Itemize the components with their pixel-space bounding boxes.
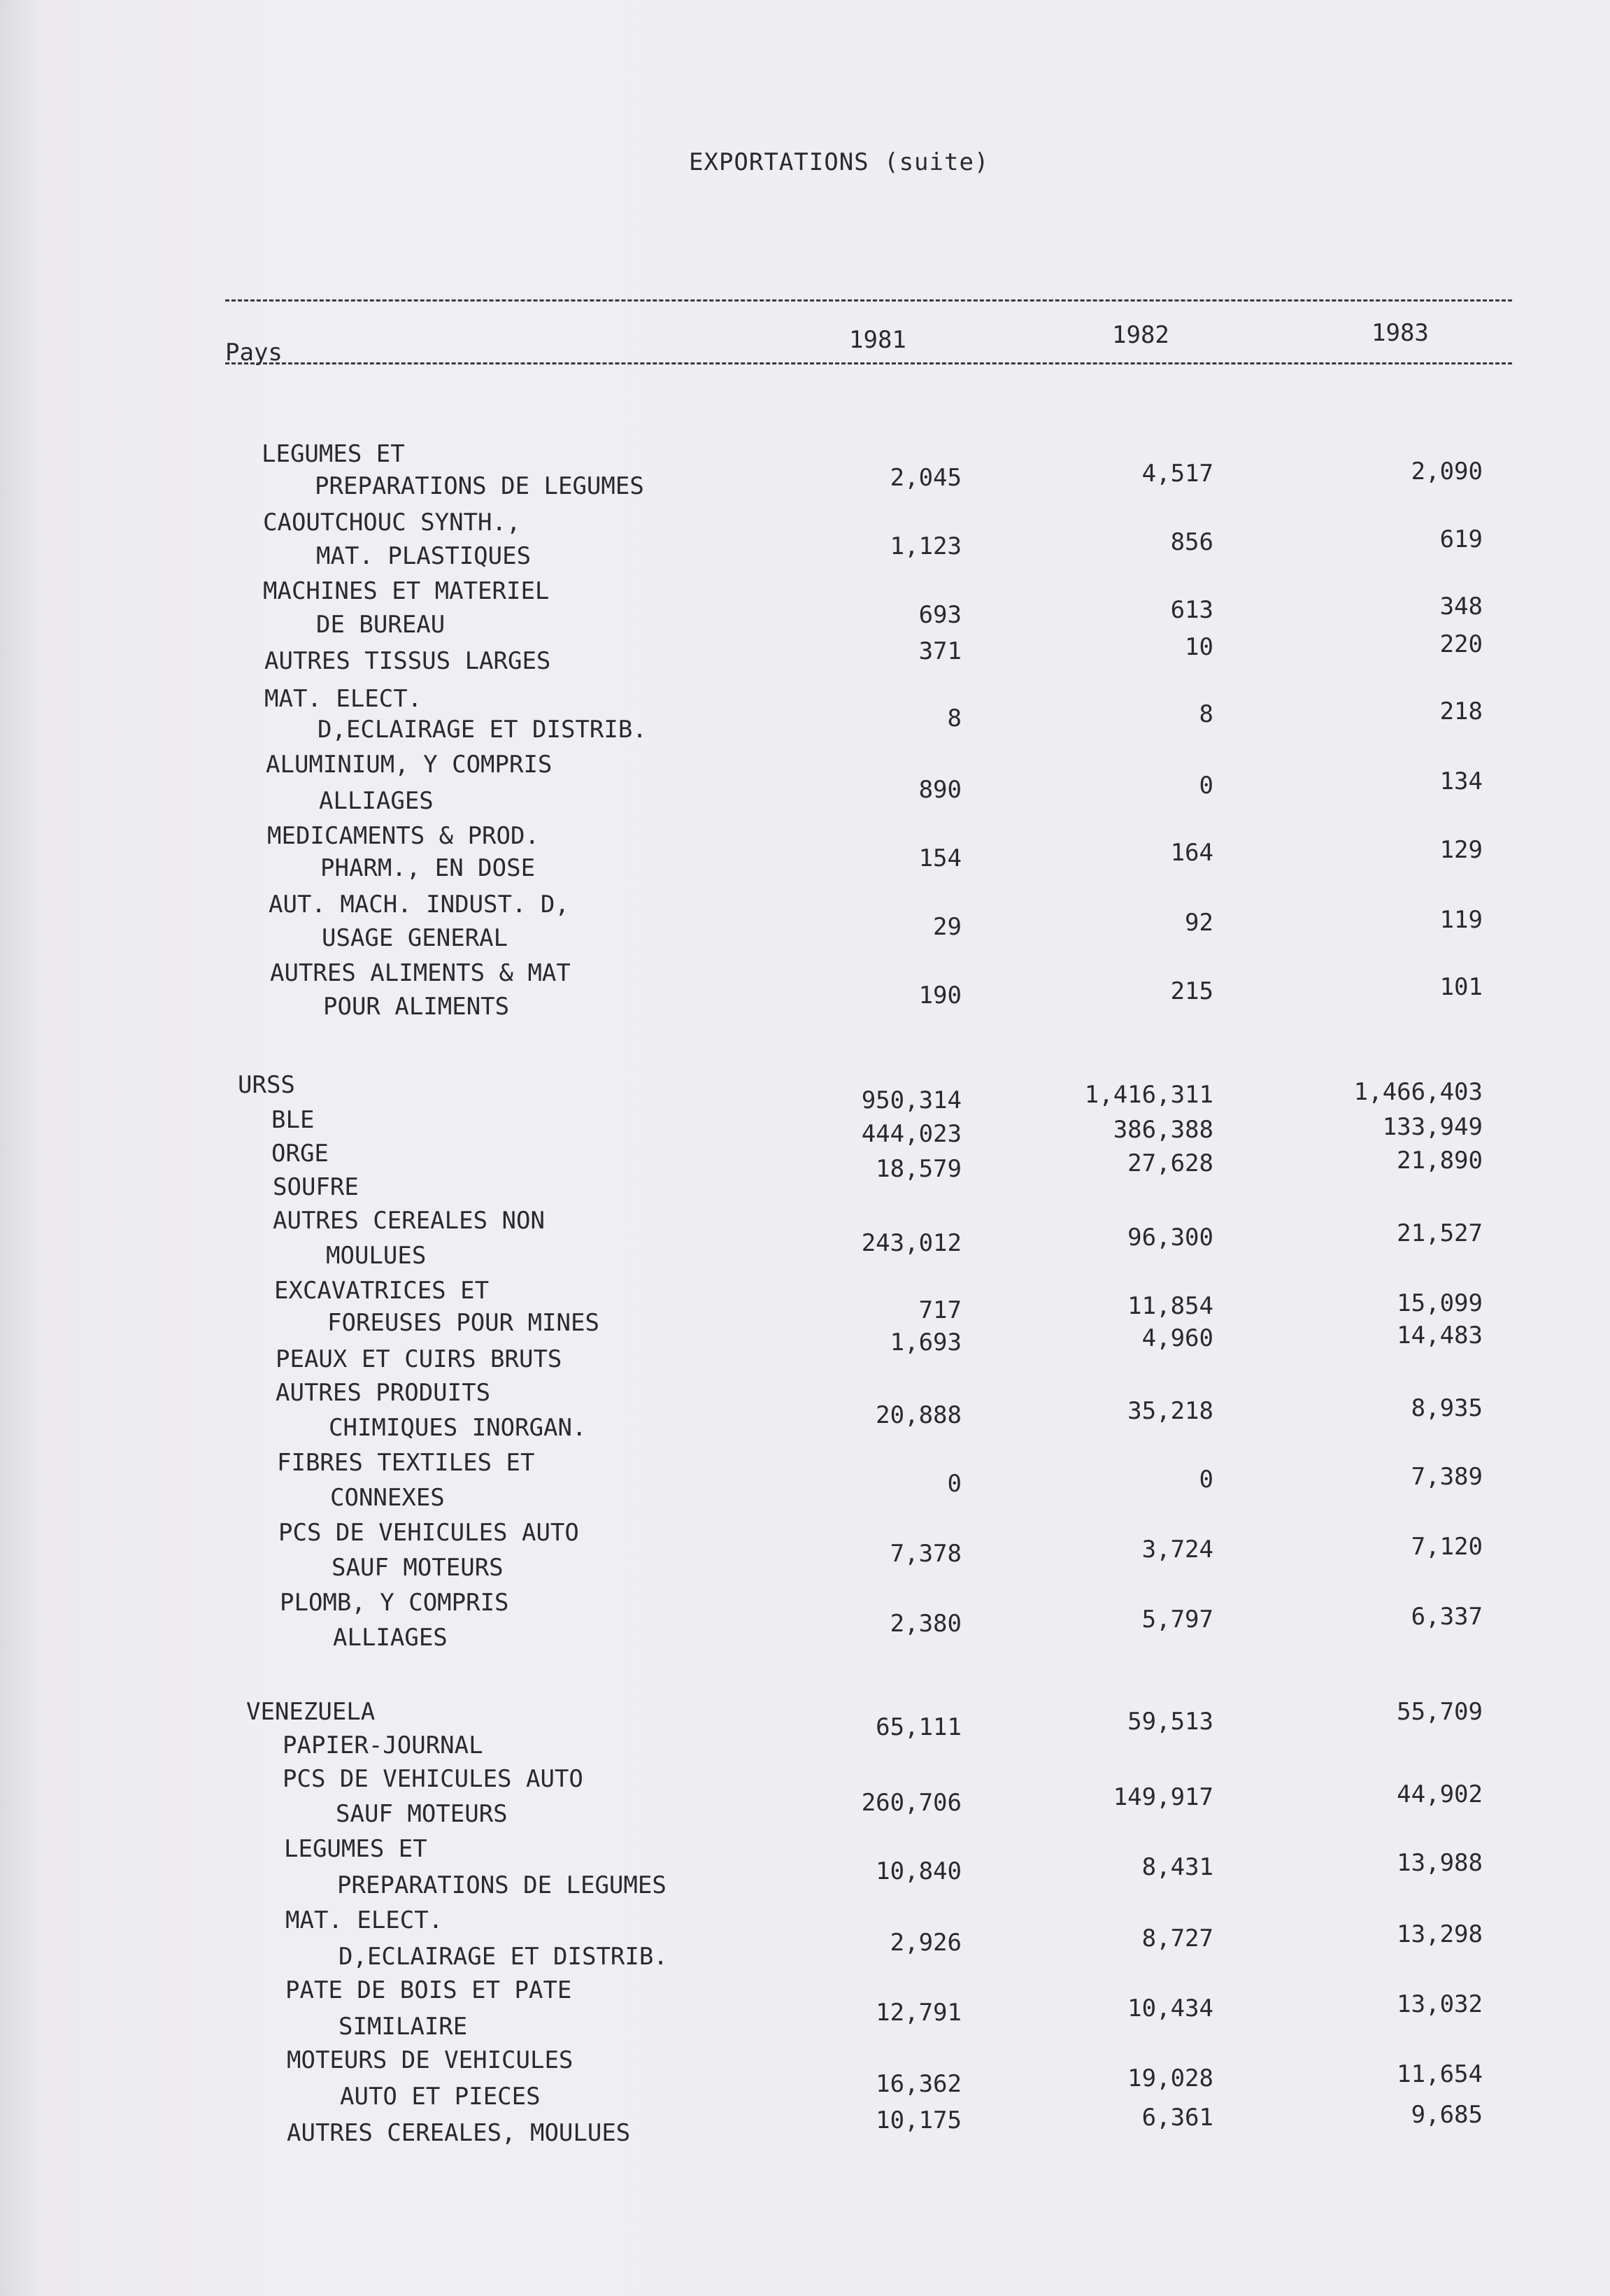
- row-label: AUT. MACH. INDUST. D,: [269, 891, 569, 919]
- value-1983: 8,935: [1411, 1394, 1483, 1422]
- row-label: PAPIER-JOURNAL: [283, 1731, 483, 1759]
- value-1983: 15,099: [1397, 1289, 1483, 1317]
- value-1981: 2,926: [890, 1929, 962, 1957]
- value-1981: 20,888: [876, 1401, 962, 1429]
- row-label-cont: FOREUSES POUR MINES: [327, 1309, 599, 1337]
- value-1981: 18,579: [876, 1155, 962, 1183]
- value-1981: 371: [918, 637, 962, 665]
- value-1982: 35,218: [1127, 1397, 1213, 1425]
- value-1981: 1,123: [890, 532, 962, 560]
- value-1981: 950,314: [861, 1086, 962, 1114]
- row-label-cont: CONNEXES: [330, 1484, 445, 1512]
- row-label-cont: CHIMIQUES INORGAN.: [329, 1414, 587, 1442]
- value-1983: 619: [1439, 525, 1483, 553]
- row-label: AUTRES TISSUS LARGES: [264, 647, 551, 675]
- value-1982: 856: [1170, 528, 1213, 556]
- value-1982: 27,628: [1127, 1149, 1213, 1177]
- value-1982: 0: [1199, 1466, 1213, 1494]
- value-1981: 190: [918, 982, 962, 1009]
- table-row: [0, 1976, 1610, 2041]
- value-1983: 218: [1439, 697, 1483, 725]
- table-row: [0, 1765, 1610, 1828]
- value-1982: 4,960: [1141, 1324, 1213, 1352]
- row-label-cont: DE BUREAU: [316, 611, 446, 639]
- row-label: PCS DE VEHICULES AUTO: [278, 1519, 579, 1547]
- value-1982: 8,431: [1141, 1853, 1213, 1881]
- row-label: ALUMINIUM, Y COMPRIS: [266, 751, 553, 779]
- row-label: SOUFRE: [273, 1173, 359, 1201]
- value-1981: 0: [947, 1470, 962, 1498]
- row-label: MOTEURS DE VEHICULES: [287, 2046, 574, 2074]
- value-1983: 7,389: [1411, 1463, 1483, 1491]
- value-1982: 10,434: [1127, 1994, 1213, 2022]
- table-row: [0, 959, 1610, 1021]
- country-label: VENEZUELA: [246, 1698, 376, 1726]
- table-row: [0, 1173, 1610, 1201]
- value-1981: 16,362: [876, 2070, 962, 2098]
- value-1983: 101: [1439, 973, 1483, 1001]
- row-label-cont: SAUF MOTEURS: [332, 1554, 504, 1582]
- row-label-cont: MOULUES: [326, 1242, 427, 1270]
- value-1981: 154: [918, 844, 962, 872]
- row-label-cont: ALLIAGES: [319, 787, 434, 815]
- value-1983: 133,949: [1382, 1113, 1483, 1141]
- value-1983: 220: [1439, 630, 1483, 658]
- country-row: [0, 1071, 1610, 1114]
- header-top-rule: [225, 299, 1512, 302]
- value-1982: 10: [1185, 633, 1213, 661]
- value-1982: 59,513: [1127, 1708, 1213, 1736]
- row-label: MEDICAMENTS & PROD.: [267, 822, 539, 850]
- table-row: [0, 822, 1610, 882]
- value-1981: 65,111: [876, 1713, 962, 1741]
- value-1983: 348: [1439, 593, 1483, 621]
- value-1982: 1,416,311: [1084, 1081, 1213, 1109]
- value-1982: 19,028: [1127, 2064, 1213, 2092]
- column-header-1981: 1981: [849, 326, 906, 354]
- value-1983: 1,466,403: [1353, 1078, 1483, 1106]
- table-row: [0, 2101, 1610, 2147]
- value-1981: 10,175: [876, 2106, 962, 2134]
- value-1982: 164: [1170, 839, 1213, 867]
- value-1982: 8: [1199, 700, 1213, 728]
- value-1981: 260,706: [861, 1789, 962, 1817]
- row-label: PCS DE VEHICULES AUTO: [283, 1765, 583, 1793]
- value-1983: 13,298: [1397, 1920, 1483, 1948]
- header-bottom-rule: [225, 362, 1512, 364]
- value-1983: 44,902: [1397, 1780, 1483, 1808]
- country-row: [0, 1698, 1610, 1741]
- value-1983: 6,337: [1411, 1603, 1483, 1631]
- table-row: [0, 1835, 1610, 1899]
- table-row: [0, 2046, 1610, 2111]
- value-1982: 149,917: [1113, 1783, 1213, 1811]
- value-1982: 6,361: [1141, 2104, 1213, 2132]
- value-1983: 2,090: [1411, 458, 1483, 486]
- table-row: [0, 1906, 1610, 1971]
- value-1981: 12,791: [876, 1999, 962, 2027]
- value-1982: 11,854: [1127, 1292, 1213, 1320]
- value-1983: 55,709: [1397, 1698, 1483, 1726]
- value-1983: 14,483: [1397, 1321, 1483, 1349]
- value-1983: 129: [1439, 836, 1483, 864]
- value-1981: 2,380: [890, 1610, 962, 1638]
- table-row: [0, 1106, 1610, 1148]
- value-1983: 21,890: [1397, 1147, 1483, 1175]
- value-1981: 717: [918, 1296, 962, 1324]
- value-1983: 9,685: [1411, 2101, 1483, 2129]
- value-1982: 215: [1170, 977, 1213, 1005]
- row-label: PATE DE BOIS ET PATE: [285, 1976, 572, 2004]
- value-1982: 8,727: [1141, 1925, 1213, 1953]
- value-1983: 7,120: [1411, 1533, 1483, 1561]
- table-row: [0, 685, 1610, 744]
- table-row: [0, 1449, 1610, 1512]
- page-title: EXPORTATIONS (suite): [689, 148, 990, 176]
- value-1982: 5,797: [1141, 1606, 1213, 1634]
- value-1982: 96,300: [1127, 1224, 1213, 1252]
- row-label: MAT. ELECT.: [264, 685, 422, 713]
- value-1981: 890: [918, 776, 962, 804]
- table-row: [0, 577, 1610, 639]
- row-label-cont: PREPARATIONS DE LEGUMES: [315, 472, 644, 500]
- value-1983: 134: [1439, 767, 1483, 795]
- row-label-cont: D,ECLAIRAGE ET DISTRIB.: [339, 1943, 668, 1971]
- value-1981: 2,045: [890, 464, 962, 492]
- value-1983: 11,654: [1397, 2060, 1483, 2088]
- row-label: AUTRES ALIMENTS & MAT: [270, 959, 571, 987]
- row-label: AUTRES CEREALES NON: [273, 1207, 545, 1235]
- row-label: AUTRES PRODUITS: [276, 1379, 491, 1407]
- value-1981: 10,840: [876, 1857, 962, 1885]
- value-1981: 243,012: [861, 1229, 962, 1257]
- country-label: URSS: [238, 1071, 295, 1099]
- row-label: LEGUMES ET: [262, 440, 405, 468]
- row-label: ORGE: [271, 1140, 329, 1168]
- column-header-pays: Pays: [225, 339, 283, 367]
- row-label-cont: D,ECLAIRAGE ET DISTRIB.: [318, 716, 647, 744]
- row-label: PEAUX ET CUIRS BRUTS: [276, 1345, 562, 1373]
- row-label-cont: ALLIAGES: [333, 1624, 448, 1652]
- column-header-1983: 1983: [1372, 319, 1429, 347]
- value-1983: 13,032: [1397, 1990, 1483, 2018]
- value-1981: 444,023: [861, 1120, 962, 1148]
- value-1983: 21,527: [1397, 1219, 1483, 1247]
- value-1982: 92: [1185, 909, 1213, 937]
- row-label-cont: POUR ALIMENTS: [323, 993, 510, 1021]
- table-row: [0, 630, 1610, 675]
- table-row: [0, 1207, 1610, 1270]
- row-label: AUTRES CEREALES, MOULUES: [287, 2119, 631, 2147]
- value-1982: 3,724: [1141, 1536, 1213, 1564]
- table-row: [0, 1379, 1610, 1442]
- value-1982: 386,388: [1113, 1116, 1213, 1144]
- value-1982: 0: [1199, 772, 1213, 800]
- table-row: [0, 440, 1610, 500]
- value-1983: 119: [1439, 906, 1483, 934]
- row-label: BLE: [271, 1106, 315, 1134]
- row-label: PLOMB, Y COMPRIS: [280, 1589, 509, 1617]
- row-label: LEGUMES ET: [284, 1835, 427, 1863]
- row-label-cont: USAGE GENERAL: [322, 924, 508, 952]
- row-label-cont: MAT. PLASTIQUES: [316, 542, 532, 570]
- row-label: MACHINES ET MATERIEL: [263, 577, 550, 605]
- table-row: [0, 1589, 1610, 1652]
- row-label-cont: PREPARATIONS DE LEGUMES: [337, 1871, 667, 1899]
- row-label-cont: SAUF MOTEURS: [336, 1800, 508, 1828]
- value-1981: 7,378: [890, 1540, 962, 1568]
- value-1981: 693: [918, 601, 962, 629]
- row-label-cont: SIMILAIRE: [339, 2013, 468, 2041]
- column-header-1982: 1982: [1112, 321, 1169, 349]
- value-1981: 8: [947, 704, 962, 732]
- value-1982: 4,517: [1141, 460, 1213, 488]
- row-label: EXCAVATRICES ET: [274, 1277, 490, 1305]
- row-label: FIBRES TEXTILES ET: [277, 1449, 535, 1477]
- row-label-cont: PHARM., EN DOSE: [320, 854, 536, 882]
- value-1981: 29: [933, 913, 962, 941]
- row-label: CAOUTCHOUC SYNTH.,: [263, 509, 521, 537]
- value-1981: 1,693: [890, 1328, 962, 1356]
- table-row: [0, 1519, 1610, 1582]
- value-1982: 613: [1170, 596, 1213, 624]
- row-label: MAT. ELECT.: [285, 1906, 443, 1934]
- value-1983: 13,988: [1397, 1849, 1483, 1877]
- row-label-cont: AUTO ET PIECES: [340, 2083, 541, 2111]
